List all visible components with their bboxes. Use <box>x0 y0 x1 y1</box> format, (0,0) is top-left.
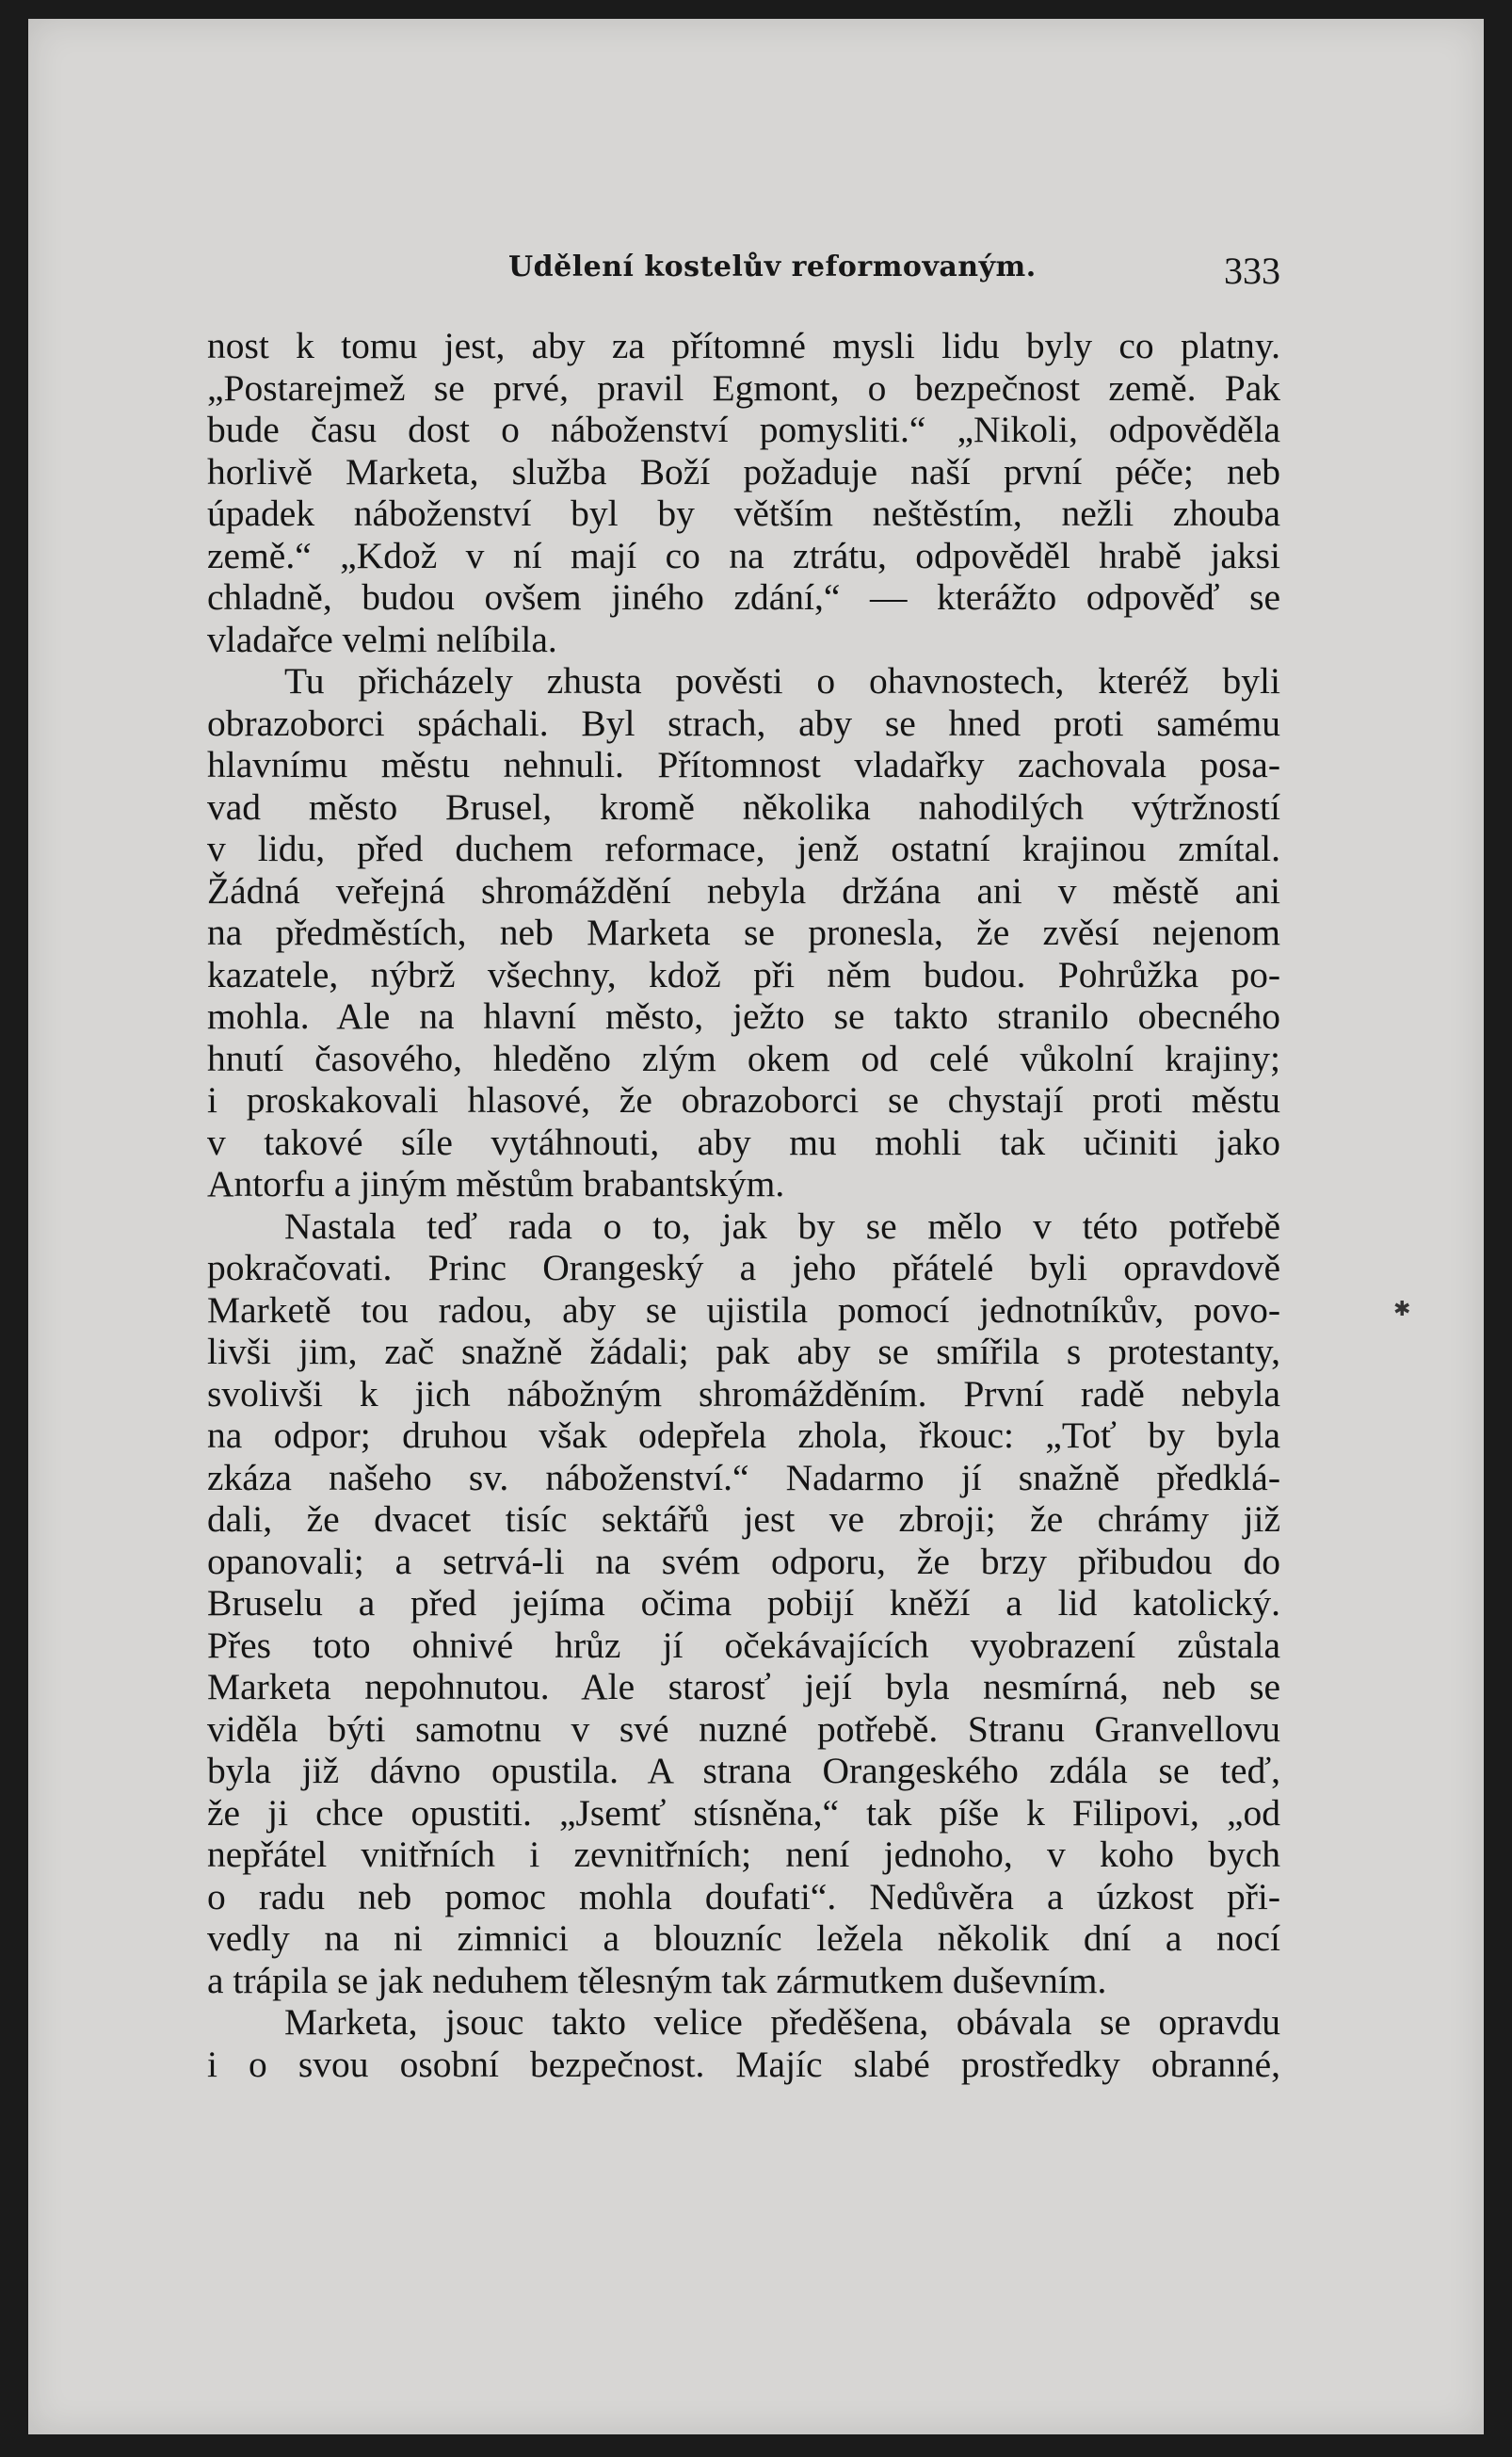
running-title: Udělení kostelův reformovaným. <box>508 251 1037 283</box>
text-line: na odpor; druhou však odepřela zhola, řkouc: „Toť by byla <box>207 1414 1280 1456</box>
text-line: livši jim, zač snažně žádali; pak aby se smířila s protestanty, <box>207 1331 1280 1372</box>
text-line: svolivši k jich nábožným shromážděním. První radě nebyla <box>207 1372 1280 1414</box>
page-header <box>207 243 1280 299</box>
text-line: v lidu, před duchem reformace, jenž ostatní krajinou zmítal. <box>207 828 1280 869</box>
text-line: Žádná veřejná shromáždění nebyla držána ani v městě ani <box>207 869 1280 912</box>
text-line: Marketa, jsouc takto velice předěšena, obávala se opravdu <box>284 2001 1280 2043</box>
text-line: a trápila se jak neduhem tělesným tak zármutkem duševním. <box>207 1959 1107 2001</box>
text-line: hlavnímu městu nehnuli. Přítomnost vladařky zachovala posa- <box>207 744 1280 785</box>
text-line: byla již dávno opustila. A strana Orangeského zdála se teď, <box>207 1750 1280 1791</box>
text-line: Tu přicházely zhusta pověsti o ohavnostech, kteréž byli <box>284 660 1280 702</box>
text-line: na předměstích, neb Marketa se pronesla, že zvěsí nejenom <box>207 912 1280 953</box>
text-line: kazatele, nýbrž všechny, kdož při něm budou. Pohrůžka po- <box>207 953 1280 995</box>
page-number: 333 <box>1224 250 1280 292</box>
text-line: obrazoborci spáchali. Byl strach, aby se hned proti samému <box>207 702 1280 744</box>
text-line: bude času dost o náboženství pomysliti.“ „Nikoli, odpověděla <box>207 409 1280 450</box>
text-line: nost k tomu jest, aby za přítomné mysli lidu byly co platny. <box>207 325 1280 366</box>
text-line: úpadek náboženství byl by větším neštěstím, nežli zhouba <box>207 493 1280 534</box>
text-line: i proskakovali hlasové, že obrazoborci se chystají proti městu <box>207 1079 1280 1121</box>
text-line: „Postarejmež se prvé, pravil Egmont, o bezpečnost země. Pak <box>207 366 1280 409</box>
text-line: země.“ „Kdož v ní mají co na ztrátu, odpověděl hrabě jaksi <box>207 534 1280 576</box>
text-line: viděla býti samotnu v své nuzné potřebě. Stranu Granvellovu <box>207 1707 1280 1750</box>
text-line: vedly na ni zimnici a blouzníc ležela několik dní a nocí <box>207 1917 1280 1959</box>
text-line: hnutí časového, hleděno zlým okem od celé vůkolní krajiny; <box>207 1037 1280 1079</box>
text-line: opanovali; a setrvá-li na svém odporu, že brzy přibudou do <box>207 1540 1280 1582</box>
text-line: Nastala teď rada o to, jak by se mělo v této potřebě <box>284 1204 1280 1247</box>
text-line: o radu neb pomoc mohla doufati“. Nedůvěra a úzkost při- <box>207 1875 1280 1917</box>
text-line: mohla. Ale na hlavní město, ježto se takto stranilo obecného <box>207 995 1280 1037</box>
text-line: Antorfu a jiným městům brabantským. <box>207 1163 785 1204</box>
text-line: Přes toto ohnivé hrůz jí očekávajících vyobrazení zůstala <box>207 1624 1280 1666</box>
text-line: Marketě tou radou, aby se ujistila pomocí jednotníkův, povo- <box>207 1288 1280 1331</box>
text-line: v takové síle vytáhnouti, aby mu mohli tak učiniti jako <box>207 1121 1280 1163</box>
text-line: pokračovati. Princ Orangeský a jeho přátelé byli opravdově <box>207 1247 1280 1288</box>
margin-speck: ✱ <box>1393 1298 1411 1321</box>
text-line: vladařce velmi nelíbila. <box>207 618 557 660</box>
text-line: chladně, budou ovšem jiného zdání,“ — kterážto odpověď se <box>207 576 1280 618</box>
text-line: vad město Brusel, kromě několika nahodilých výtržností <box>207 785 1280 828</box>
text-line: Marketa nepohnutou. Ale starosť její byla nesmírná, neb se <box>207 1666 1280 1707</box>
text-line: i o svou osobní bezpečnost. Majíc slabé prostředky obranné, <box>207 2043 1280 2085</box>
text-line: Bruselu a před jejíma očima pobijí kněží a lid katolický. <box>207 1582 1280 1624</box>
text-line: horlivě Marketa, služba Boží požaduje naší první péče; neb <box>207 450 1280 493</box>
text-line: že ji chce opustiti. „Jsemť stísněna,“ tak píše k Filipovi, „od <box>207 1791 1280 1834</box>
text-line: zkáza našeho sv. náboženství.“ Nadarmo jí snažně předklá- <box>207 1456 1280 1498</box>
text-line: dali, že dvacet tisíc sektářů jest ve zbroji; že chrámy již <box>207 1498 1280 1540</box>
body-text <box>207 325 1280 2085</box>
text-line: nepřátel vnitřních i zevnitřních; není jednoho, v koho bych <box>207 1834 1280 1875</box>
